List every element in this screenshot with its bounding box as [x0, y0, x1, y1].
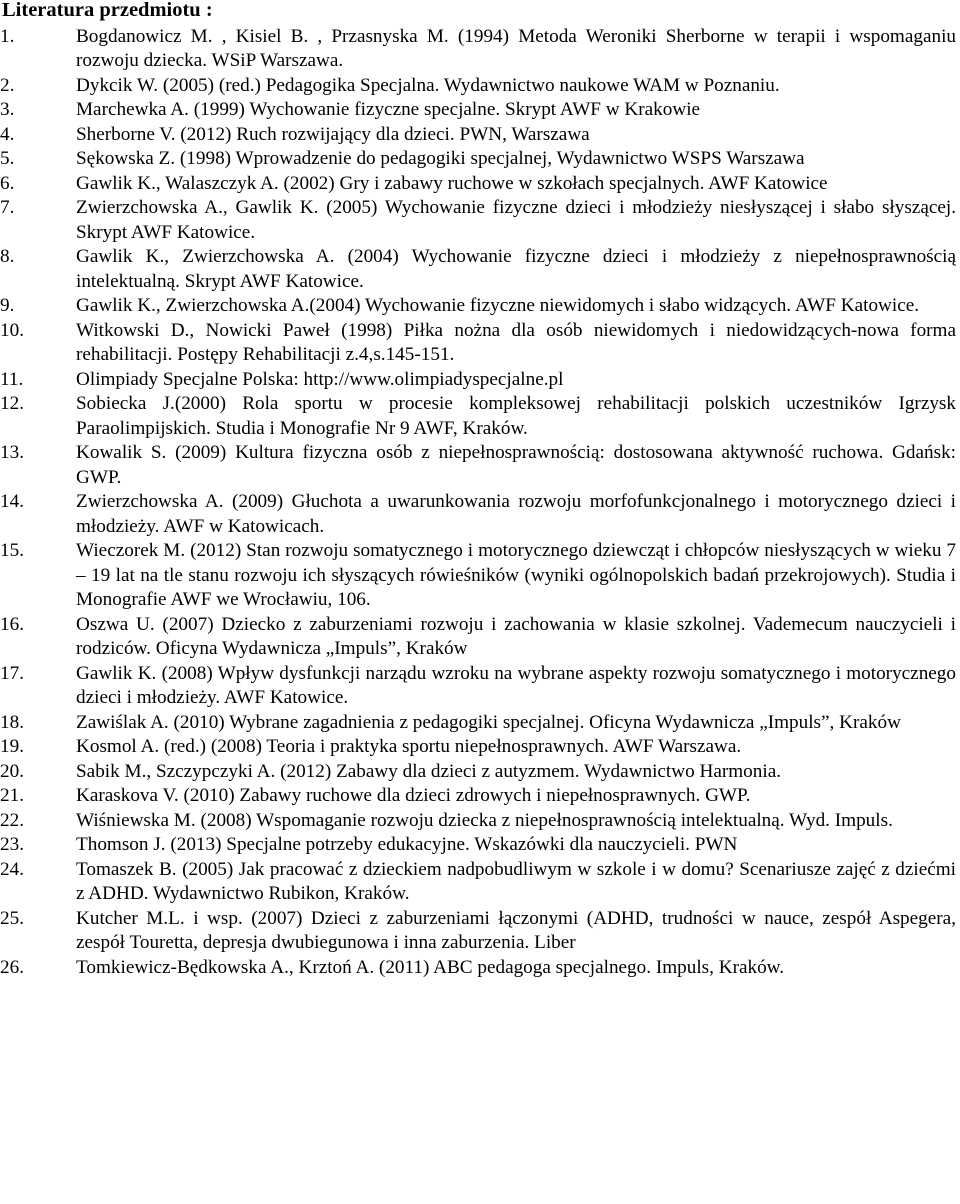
reference-number: 14.	[0, 491, 24, 512]
reference-text: Wieczorek M. (2012) Stan rozwoju somatycznego i motorycznego dziewcząt i chłopców niesłyszących w wieku 7 – 19 lat na tle stanu rozwoju ich słyszących rówieśników (wyniki ogólnopolskich badań przekrojowych). Studia i Monografie AWF we Wrocławiu, 106.	[76, 540, 956, 610]
reference-number: 24.	[0, 858, 24, 880]
reference-item	[0, 833, 958, 858]
reference-item	[0, 392, 958, 441]
reference-text: Gawlik K. (2008) Wpływ dysfunkcji narządu wzroku na wybrane aspekty rozwoju somatycznego i motorycznego dzieci i młodzieży. AWF Katowice.	[76, 662, 956, 708]
reference-number: 10.	[0, 319, 24, 341]
reference-number: 26.	[0, 956, 24, 978]
reference-number: 4.	[0, 123, 15, 145]
reference-item	[0, 294, 958, 319]
reference-text: Witkowski D., Nowicki Paweł (1998) Piłka nożna dla osób niewidomych i niedowidzących-nowa forma rehabilitacji. Postępy Rehabilitacji z.4,s.145-151.	[76, 319, 956, 365]
reference-item	[0, 441, 958, 490]
reference-text: Kosmol A. (red.) (2008) Teoria i praktyka sportu niepełnosprawnych. AWF Warszawa.	[76, 736, 742, 757]
reference-item	[0, 172, 958, 197]
reference-item	[0, 760, 958, 785]
reference-item	[0, 490, 958, 539]
reference-text: Kowalik S. (2009) Kultura fizyczna osób z niepełnosprawnością: dostosowana aktywność ruchowa. Gdańsk: GWP.	[76, 442, 956, 488]
reference-text: Gawlik K., Zwierzchowska A. (2004) Wychowanie fizyczne dzieci i młodzieży z niepełnosprawnością intelektualną. Skrypt AWF Katowice.	[76, 246, 956, 292]
reference-item	[0, 809, 958, 834]
reference-item	[0, 711, 958, 736]
reference-number: 16.	[0, 613, 24, 635]
reference-text: Marchewka A. (1999) Wychowanie fizyczne specjalne. Skrypt AWF w Krakowie	[76, 99, 701, 120]
reference-number: 3.	[0, 99, 15, 120]
reference-number: 17.	[0, 662, 24, 684]
reference-item	[0, 319, 958, 368]
reference-number: 18.	[0, 711, 24, 733]
reference-number: 12.	[0, 393, 24, 414]
reference-list	[0, 25, 958, 981]
reference-item	[0, 735, 958, 760]
reference-item	[0, 245, 958, 294]
reference-number: 21.	[0, 785, 24, 806]
reference-number: 9.	[0, 295, 15, 316]
reference-number: 20.	[0, 760, 24, 782]
reference-text: Tomkiewicz-Będkowska A., Krztoń A. (2011) ABC pedagoga specjalnego. Impuls, Kraków.	[76, 956, 785, 978]
reference-item	[0, 147, 958, 172]
reference-text: Dykcik W. (2005) (red.) Pedagogika Specjalna. Wydawnictwo naukowe WAM w Poznaniu.	[76, 74, 780, 96]
reference-number: 15.	[0, 540, 24, 561]
reference-text: Bogdanowicz M. , Kisiel B. , Przasnyska M. (1994) Metoda Weroniki Sherborne w terapii i wspomaganiu rozwoju dziecka. WSiP Warszawa.	[76, 25, 956, 71]
reference-text: Karaskova V. (2010) Zabawy ruchowe dla dzieci zdrowych i niepełnosprawnych. GWP.	[76, 785, 751, 806]
reference-number: 19.	[0, 736, 24, 757]
reference-text: Sherborne V. (2012) Ruch rozwijający dla dzieci. PWN, Warszawa	[76, 123, 590, 145]
reference-text: Oszwa U. (2007) Dziecko z zaburzeniami rozwoju i zachowania w klasie szkolnej. Vademecum nauczycieli i rodziców. Oficyna Wydawnicza „Impuls”, Kraków	[76, 613, 956, 659]
reference-number: 8.	[0, 246, 15, 267]
section-heading: Literatura przedmiotu :	[2, 0, 213, 21]
reference-item	[0, 907, 958, 956]
reference-text: Olimpiady Specjalne Polska: http://www.olimpiadyspecjalne.pl	[76, 368, 564, 390]
reference-item	[0, 368, 958, 393]
reference-text: Thomson J. (2013) Specjalne potrzeby edukacyjne. Wskazówki dla nauczycieli. PWN	[76, 834, 738, 855]
reference-text: Sobiecka J.(2000) Rola sportu w procesie kompleksowej rehabilitacji polskich uczestników Igrzysk Paraolimpijskich. Studia i Monografie Nr 9 AWF, Kraków.	[76, 393, 956, 439]
reference-text: Sękowska Z. (1998) Wprowadzenie do pedagogiki specjalnej, Wydawnictwo WSPS Warszawa	[76, 148, 805, 169]
reference-item	[0, 123, 958, 148]
reference-number: 1.	[0, 25, 15, 47]
reference-item	[0, 74, 958, 99]
reference-text: Tomaszek B. (2005) Jak pracować z dzieckiem nadpobudliwym w szkole i w domu? Scenariusze zajęć z dziećmi z ADHD. Wydawnictwo Rubikon, Kraków.	[76, 858, 956, 904]
reference-number: 25.	[0, 907, 24, 929]
reference-item	[0, 784, 958, 809]
reference-text: Zawiślak A. (2010) Wybrane zagadnienia z pedagogiki specjalnej. Oficyna Wydawnicza „Impuls”, Kraków	[76, 711, 901, 733]
reference-number: 13.	[0, 442, 24, 463]
reference-number: 6.	[0, 172, 15, 194]
reference-text: Zwierzchowska A. (2009) Głuchota a uwarunkowania rozwoju morfofunkcjonalnego i motorycznego dzieci i młodzieży. AWF w Katowicach.	[76, 491, 956, 537]
reference-item	[0, 196, 958, 245]
reference-item	[0, 858, 958, 907]
reference-item	[0, 662, 958, 711]
reference-item	[0, 613, 958, 662]
reference-number: 7.	[0, 197, 15, 218]
reference-number: 5.	[0, 148, 15, 169]
reference-text: Gawlik K., Walaszczyk A. (2002) Gry i zabawy ruchowe w szkołach specjalnych. AWF Katowice	[76, 172, 828, 194]
reference-text: Zwierzchowska A., Gawlik K. (2005) Wychowanie fizyczne dzieci i młodzieży niesłyszącej i słabo słyszącej. Skrypt AWF Katowice.	[76, 197, 956, 243]
reference-item	[0, 539, 958, 613]
reference-number: 23.	[0, 834, 24, 855]
reference-number: 11.	[0, 368, 24, 390]
reference-item	[0, 956, 958, 981]
reference-number: 22.	[0, 809, 24, 831]
reference-text: Kutcher M.L. i wsp. (2007) Dzieci z zaburzeniami łączonymi (ADHD, trudności w nauce, zespół Aspegera, zespół Touretta, depresja dwubiegunowa i inna zaburzenia. Liber	[76, 907, 956, 953]
reference-text: Sabik M., Szczypczyki A. (2012) Zabawy dla dzieci z autyzmem. Wydawnictwo Harmonia.	[76, 760, 782, 782]
reference-number: 2.	[0, 74, 15, 96]
reference-text: Wiśniewska M. (2008) Wspomaganie rozwoju dziecka z niepełnosprawnością intelektualną. Wyd. Impuls.	[76, 809, 893, 831]
reference-item	[0, 25, 958, 74]
reference-item	[0, 98, 958, 123]
reference-text: Gawlik K., Zwierzchowska A.(2004) Wychowanie fizyczne niewidomych i słabo widzących. AWF Katowice.	[76, 295, 920, 316]
